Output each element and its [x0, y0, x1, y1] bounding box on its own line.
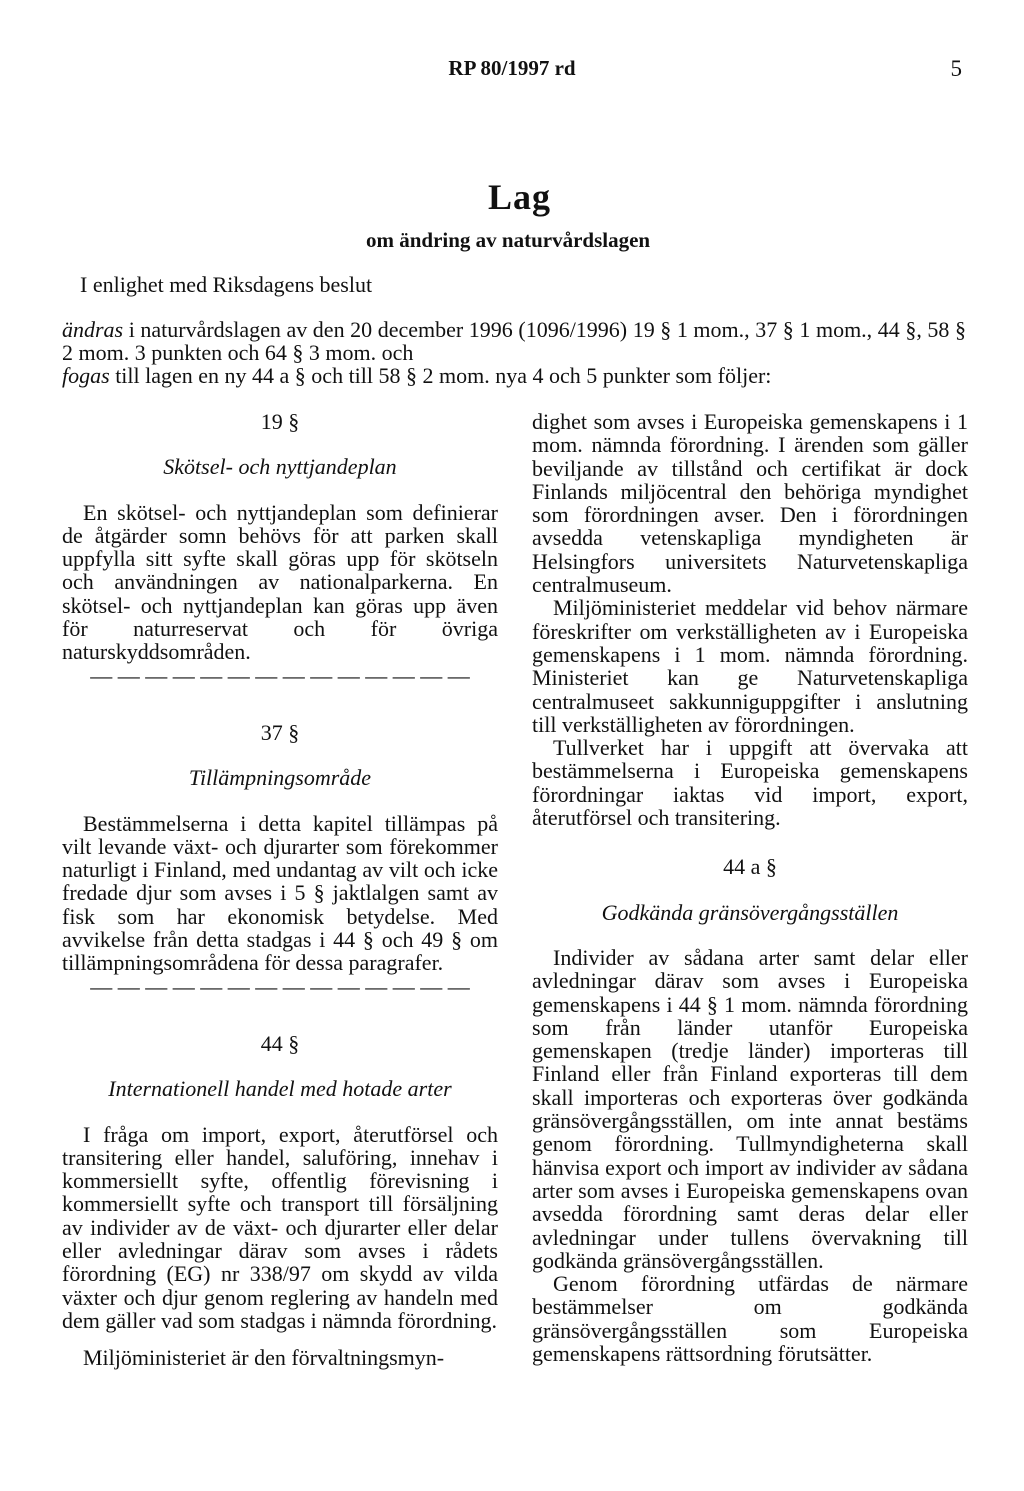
enactment-clause: I enlighet med Riksdagens beslut — [80, 272, 373, 297]
document-header-title: RP 80/1997 rd — [448, 56, 576, 80]
add-word: fogas — [62, 363, 110, 388]
section-19-paragraph: En skötsel- och nyttjandeplan som definierar de åtgärder somn behövs för att parken skall uppfylla sitt syfte skall göras upp för skötseln och användningen av nationalparkerna. En skötsel- och nyttjandeplan kan göras upp även för naturreservat och för övriga naturskyddsområden. — [62, 499, 498, 665]
section-44-paragraph-3: Miljöministeriet meddelar vid behov närmare föreskrifter om verkställigheten av i Europeiska gemenskapens i 1 mom. nämnda förordning. Ministeriet kan ge Naturvetenskapliga centralmuseet sakkunniguppgifter i anslutning till verkställigheten av förordningen. — [532, 595, 968, 737]
section-44-paragraph-1: I fråga om import, export, återutförsel och transitering eller handel, saluföring, innehav i kommersiellt syfte, offentlig förevisning i kommersiellt syfte och transport till försäljning av individer av de växt- och djurarter eller delar eller avledningar därav som avses i rådets förordning (EG) nr 338/97 om skydd av vilda växter och djur genom reglering av handeln med dem gäller vad som stadgas i nämnda förordning. — [62, 1121, 498, 1333]
section-44a-title: Godkända gränsövergångsställen — [601, 899, 899, 925]
section-37-number: 37 § — [260, 719, 300, 745]
section-44-number: 44 § — [260, 1030, 300, 1056]
section-44-paragraph-2-continued: dighet som avses i Europeiska gemenskapens i 1 mom. nämnda förordning. I ärenden som gäller beviljande av tillstånd och certifikat är dock Finlands miljöcentral den behöriga myndighet som förordningen avser. Den i förordningen avsedda vetenskapliga myndigheten är Helsingfors universitets Naturvetenskapliga centralmuseum. — [532, 409, 968, 598]
section-44-paragraph-4: Tullverket har i uppgift att övervaka att bestämmelserna i Europeiska gemenskapens förordningar iaktas vid import, export, återutförsel och transitering. — [532, 735, 968, 831]
section-44-paragraph-2-start: Miljöministeriet är den förvaltningsmyn- — [83, 1345, 445, 1371]
section-37-title: Tillämpningsområde — [188, 765, 372, 791]
left-column — [62, 410, 498, 1370]
section-separator: — — — — — — — — — — — — — — — [90, 974, 470, 998]
section-separator: — — — — — — — — — — — — — — — [90, 663, 470, 687]
preamble — [62, 318, 966, 387]
amend-text: i naturvårdslagen av den 20 december 1996 (1096/1996) 19 § 1 mom., 37 § 1 mom., 44 §, 58 § 2 mom. 3 punkten och 64 § 3 mom. och — [62, 317, 966, 365]
section-19-number: 19 § — [260, 409, 300, 434]
page-number: 5 — [950, 56, 962, 81]
law-subtitle: om ändring av naturvårdslagen — [366, 228, 651, 252]
section-37-paragraph: Bestämmelserna i detta kapitel tillämpas på vilt levande växt- och djurarter som förekommer naturligt i Finland, med undantag av vilt och icke fredade djur som avses i 5 § jaktlalgen samt av fisk som har ekonomisk betydelse. Med avvikelse från detta stadgas i 44 § och 49 § om tillämpningsområdena för dessa paragrafer. — [62, 810, 498, 976]
law-title: Lag — [488, 177, 552, 217]
section-19-title: Skötsel- och nyttjandeplan — [163, 454, 397, 480]
amend-word: ändras — [62, 317, 124, 342]
add-text: till lagen en ny 44 a § och till 58 § 2 mom. nya 4 och 5 punkter som följer: — [109, 363, 772, 388]
section-44a-number: 44 a § — [723, 854, 777, 880]
section-44a-paragraph-1: Individer av sådana arter samt delar eller avledningar därav som avses i Europeiska gemenskapens i 44 § 1 mom. nämnda förordning som från länder utanför Europeiska gemenskapen (tredje länder) importeras till Finland eller från Finland exporteras till dem skall importeras och exporteras över godkända gränsövergångsställen, om inte annat bestäms genom förordning. Tullmyndigheterna skall hänvisa export och import av individer av sådana arter som avses i Europeiska gemenskapens ovan avsedda förordning samt deras delar eller avledningar under tullens övervakning till godkända gränsövergångsställen. — [532, 944, 968, 1273]
right-column — [532, 410, 968, 1365]
section-44-title: Internationell handel med hotade arter — [108, 1076, 452, 1102]
section-44a-paragraph-2: Genom förordning utfärdas de närmare bestämmelser om godkända gränsövergångsställen som Europeiska gemenskapens rättsordning förutsätter. — [532, 1271, 968, 1366]
